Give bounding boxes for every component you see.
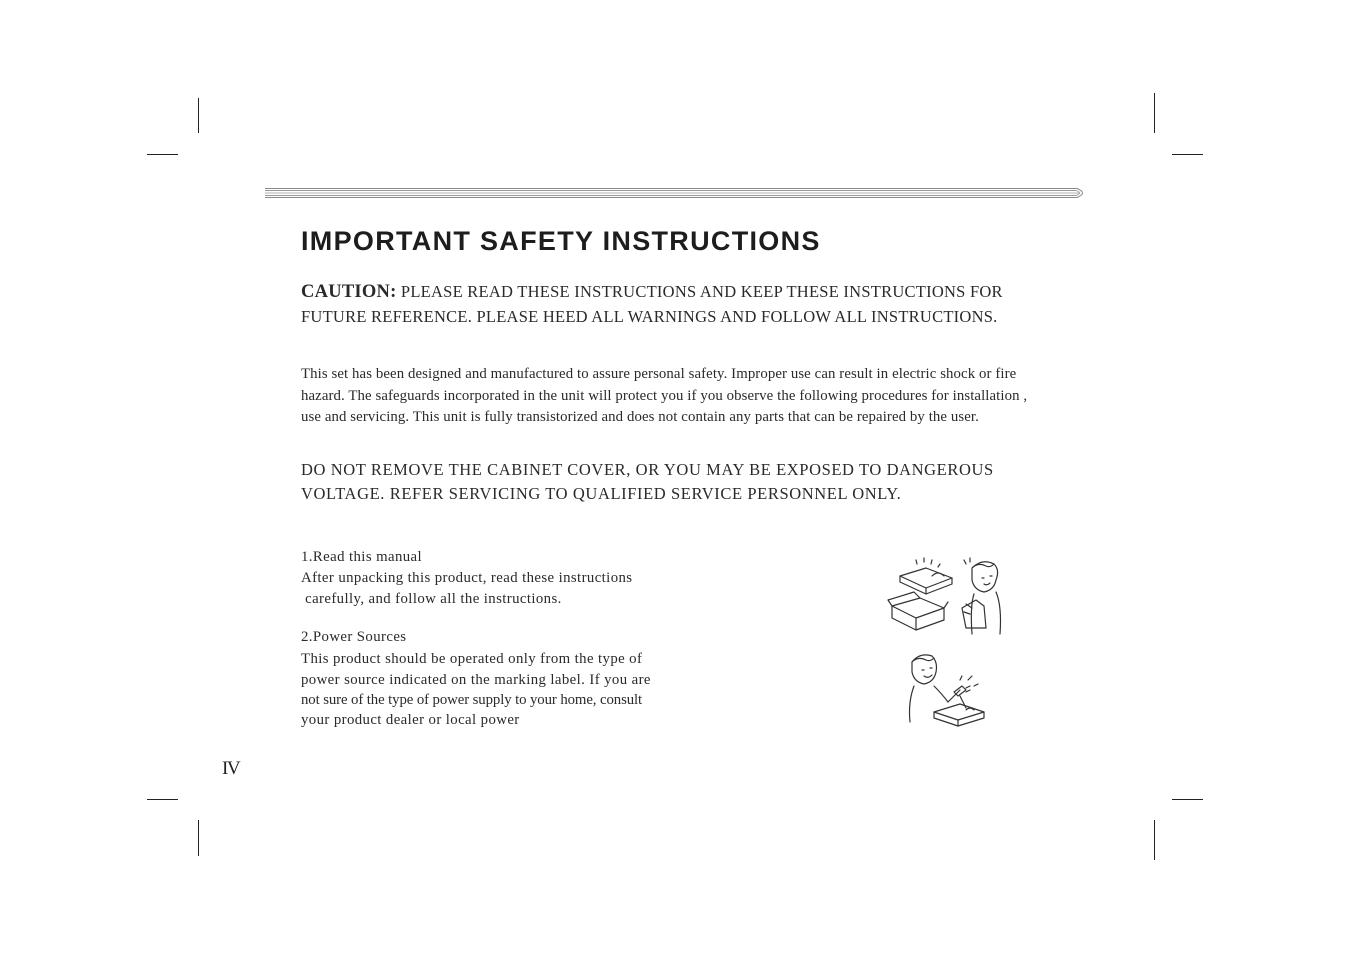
item-line: carefully, and follow all the instructions. (301, 591, 562, 607)
crop-mark (198, 820, 199, 856)
person-reading-manual-illustration (886, 556, 1006, 638)
item-line: power source indicated on the marking label. If you are (301, 672, 651, 688)
page-title: IMPORTANT SAFETY INSTRUCTIONS (301, 226, 821, 256)
item-line: not sure of the type of power supply to your home, consult (301, 692, 643, 708)
instruction-item-read-manual (301, 547, 701, 610)
crop-mark (147, 154, 178, 155)
header-rule (265, 187, 1089, 199)
person-plugging-power-illustration (904, 652, 988, 728)
crop-mark (147, 799, 178, 800)
item-heading: 1.Read this manual (301, 549, 423, 565)
item-heading: 2.Power Sources (301, 629, 407, 645)
crop-mark (1154, 820, 1155, 860)
warning-paragraph: DO NOT REMOVE THE CABINET COVER, OR YOU MAY BE EXPOSED TO DANGEROUS VOLTAGE. REFER SERVICING TO QUALIFIED SERVICE PERSONNEL ONLY. (301, 460, 994, 503)
crop-mark (1172, 799, 1203, 800)
instruction-item-power-sources (301, 627, 701, 731)
caution-text: PLEASE READ THESE INSTRUCTIONS AND KEEP THESE INSTRUCTIONS FOR FUTURE REFERENCE. PLEASE HEED ALL WARNINGS AND FOLLOW ALL INSTRUCTIONS. (301, 282, 1003, 326)
crop-mark (198, 98, 199, 133)
item-line: your product dealer or local power (301, 712, 520, 728)
crop-mark (1154, 93, 1155, 133)
item-line: This product should be operated only from the type of (301, 651, 643, 667)
caution-label: CAUTION: (301, 282, 397, 302)
intro-paragraph: This set has been designed and manufactured to assure personal safety. Improper use can result in electric shock or fire hazard. The safeguards incorporated in the unit will protect you if you observe the following procedures for installation , use and servicing. This unit is fully transistorized and does not contain any parts that can be repaired by the user. (301, 366, 1028, 425)
page-number: IV (222, 758, 240, 779)
crop-mark (1172, 154, 1203, 155)
item-line: After unpacking this product, read these instructions (301, 570, 633, 586)
caution-paragraph (301, 280, 1041, 328)
